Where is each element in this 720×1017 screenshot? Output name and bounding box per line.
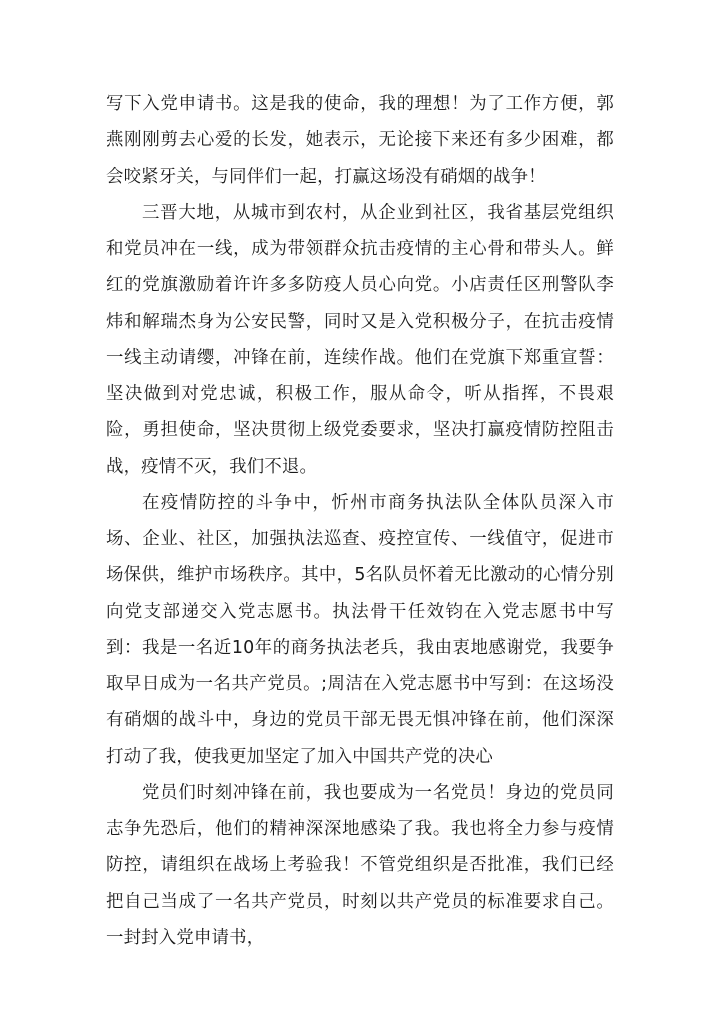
paragraph-3: 在疫情防控的斗争中，忻州市商务执法队全体队员深入市场、企业、社区，加强执法巡查、疫控宣传、一线值守，促进市场保供，维护市场秩序。其中，5名队员怀着无比激动的心情分别向党支部递交入党志愿书。执法骨干任效钧在入党志愿书中写到：我是一名近10年的商务执法老兵，我由衷地感谢党，我要争取早日成为一名共产党员。;周洁在入党志愿书中写到：在这场没有硝烟的战斗中，身边的党员干部无畏无惧冲锋在前，他们深深打动了我，使我更加坚定了加入中国共产党的决心: [106, 492, 614, 767]
paragraph-4: 党员们时刻冲锋在前，我也要成为一名党员！身边的党员同志争先恐后，他们的精神深深地感染了我。我也将全力参与疫情防控，请组织在战场上考验我！不管党组织是否批准，我们已经把自己当成了一名共产党员，时刻以共产党员的标准要求自己。一封封入党申请书，: [106, 782, 614, 948]
paragraph-2: 三晋大地，从城市到农村，从企业到社区，我省基层党组织和党员冲在一线，成为带领群众抗击疫情的主心骨和带头人。鲜红的党旗激励着许许多多防疫人员心向党。小店责任区刑警队李炜和解瑞杰身为公安民警，同时又是入党积极分子，在抗击疫情一线主动请缨，冲锋在前，连续作战。他们在党旗下郑重宣誓：坚决做到对党忠诚，积极工作，服从命令，听从指挥，不畏艰险，勇担使命，坚决贯彻上级党委要求，坚决打赢疫情防控阻击战，疫情不灭，我们不退。: [106, 202, 614, 477]
paragraph-1: 写下入党申请书。这是我的使命，我的理想！为了工作方便，郭燕刚刚剪去心爱的长发，她表示，无论接下来还有多少困难，都会咬紧牙关，与同伴们一起，打赢这场没有硝烟的战争！: [106, 94, 614, 187]
